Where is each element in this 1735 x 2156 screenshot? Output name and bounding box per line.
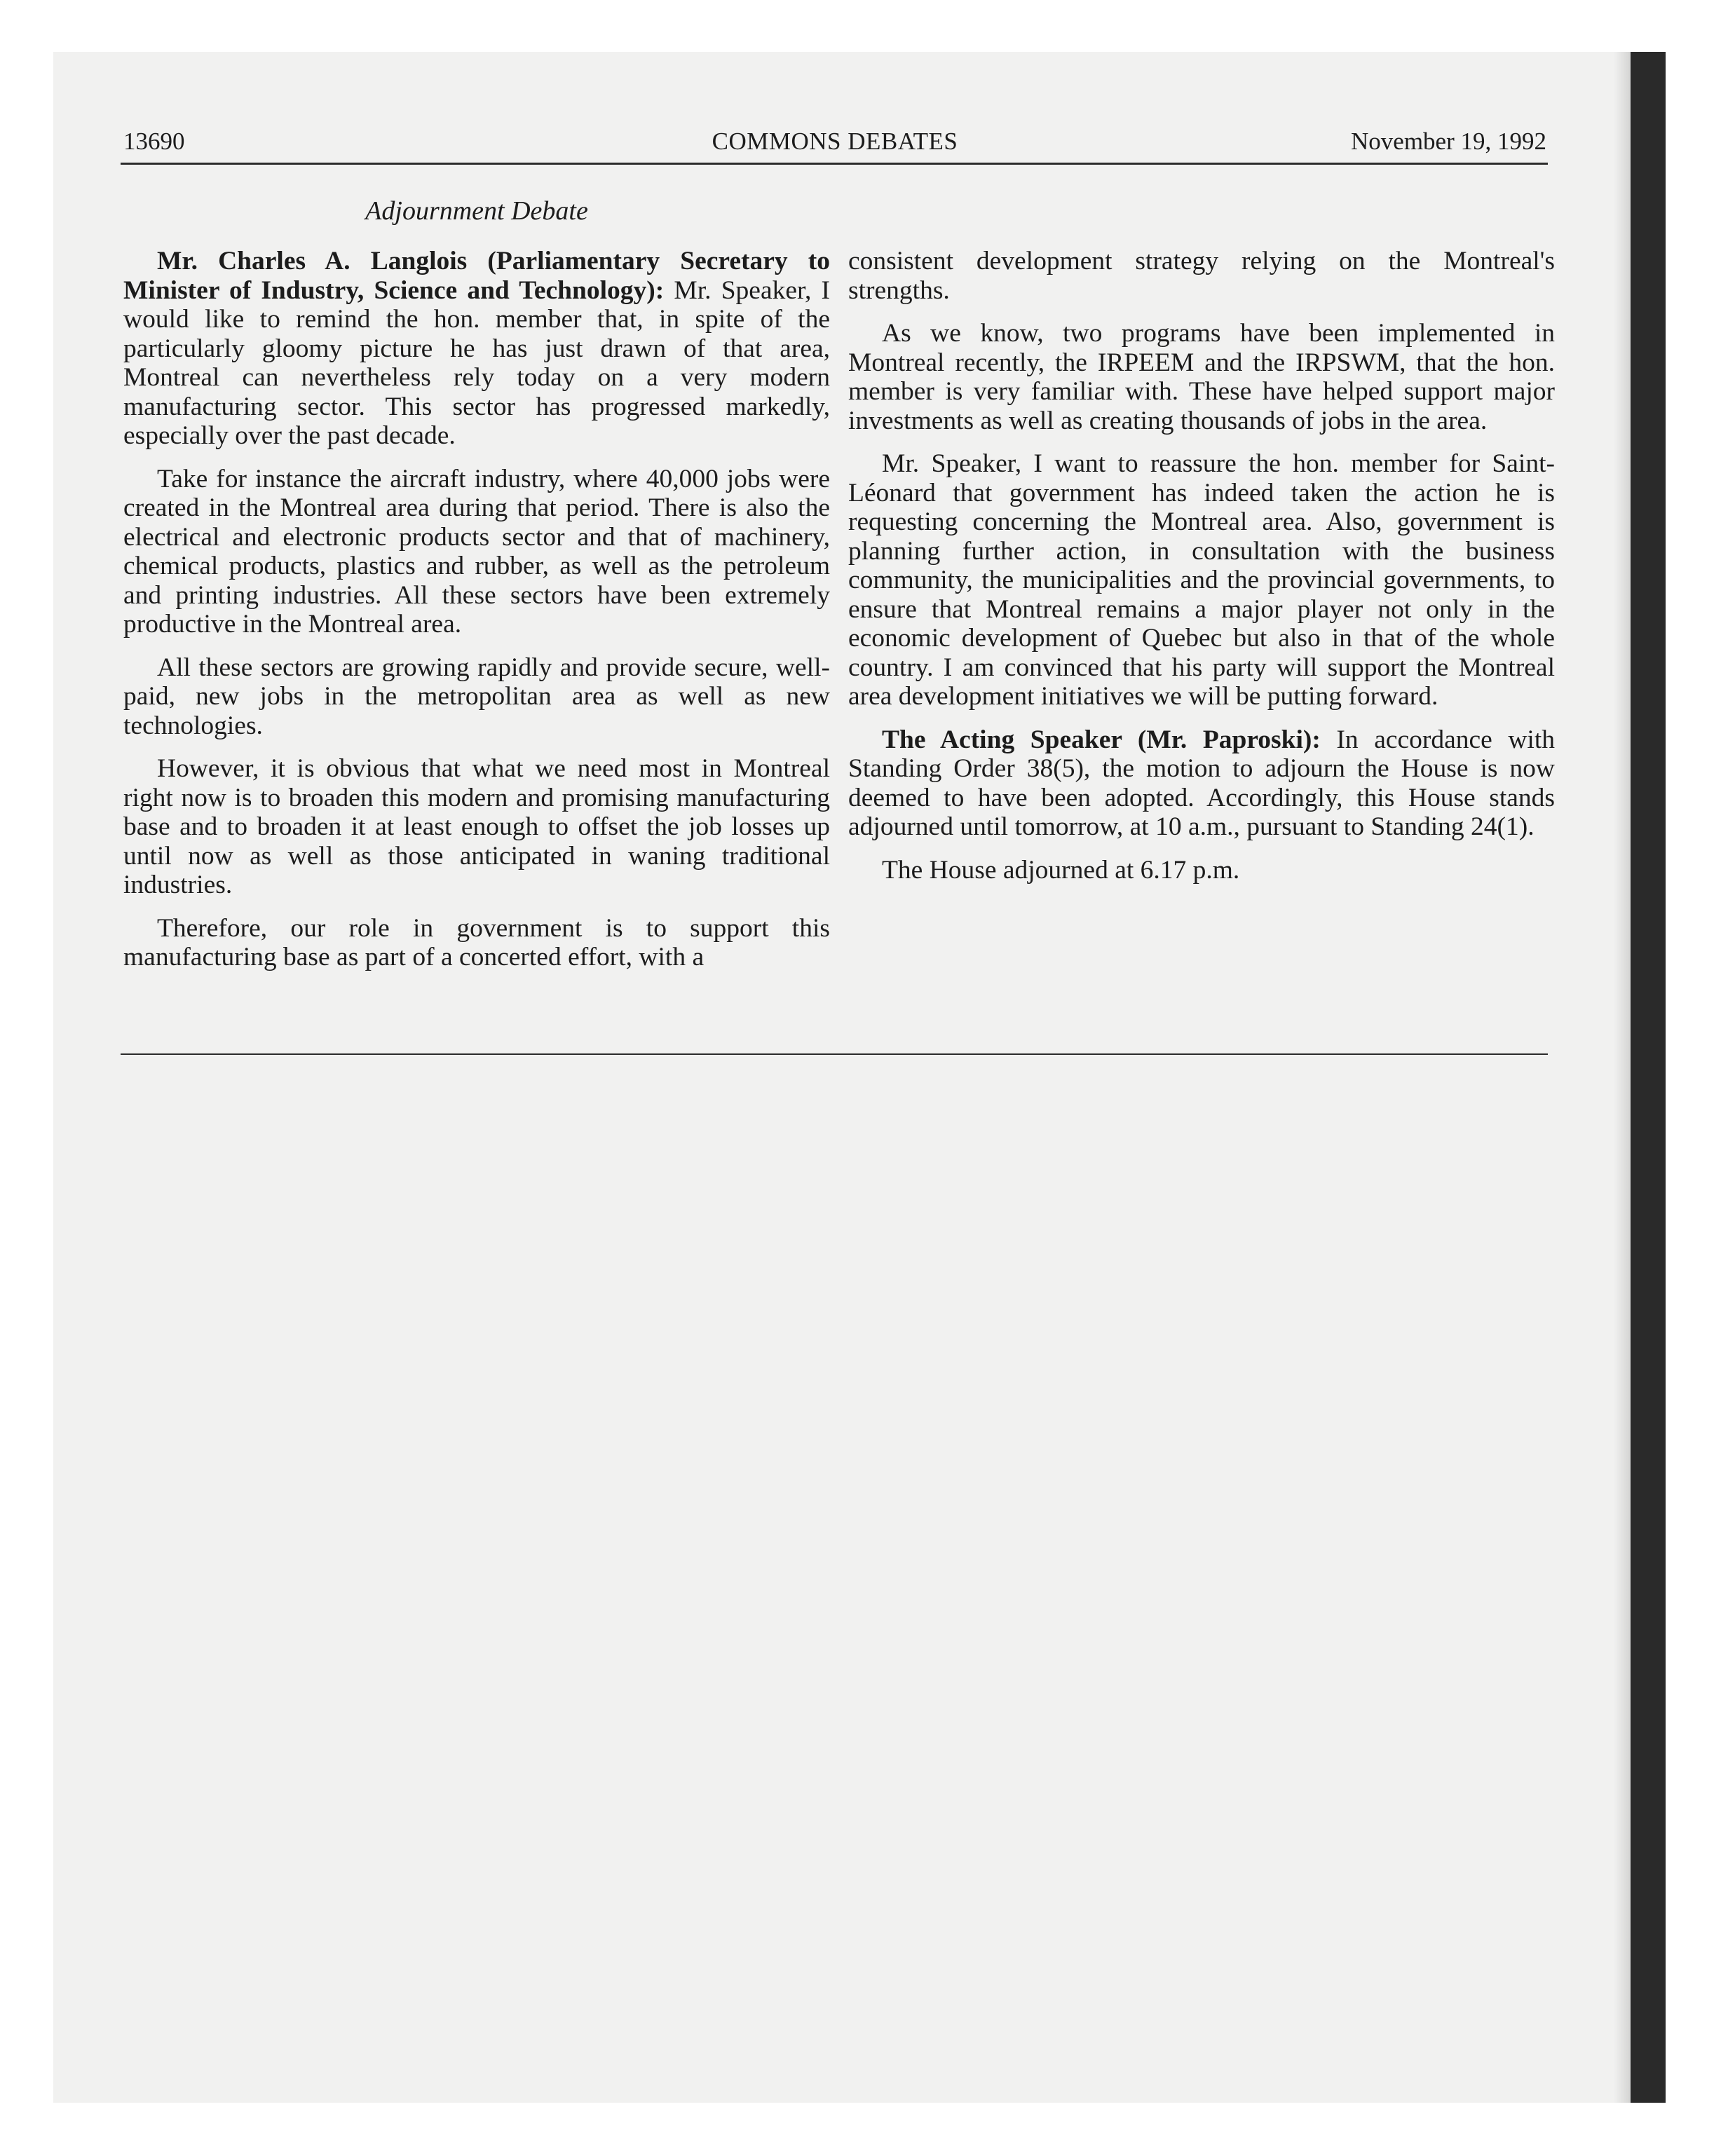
page-edge-shadow xyxy=(1614,52,1631,2103)
scanner-edge-bar xyxy=(1631,52,1666,2103)
publication-date: November 19, 1992 xyxy=(1351,128,1546,155)
paragraph xyxy=(123,247,830,451)
speaker-name: Mr. Charles A. Langlois (Parliamentary Secretary to Minister of Industry, Science and Technology): xyxy=(123,247,830,305)
header-rule xyxy=(121,163,1548,165)
speech-text: Mr. Speaker, I would like to remind the hon. member that, in spite of the particularly gloomy picture he has just drawn of that area, Montreal can nevertheless rely today on a very modern manufacturing sector. This sector has progressed markedly, especially over the past decade. xyxy=(123,275,830,450)
speech-text: In accordance with Standing Order 38(5), the motion to adjourn the House is now deemed to have been adopted. Accordingly, this House stands adjourned until tomorrow, at 10 a.m., pursuant to Standing 24(1). xyxy=(848,725,1555,841)
paragraph: Take for instance the aircraft industry, where 40,000 jobs were created in the Montreal area during that period. There is also the electrical and electronic products sector and that of machinery, chemical products, plastics and rubber, as well as the petroleum and printing industries. All these sectors have been extremely productive in the Montreal area. xyxy=(123,464,830,639)
paragraph: As we know, two programs have been implemented in Montreal recently, the IRPEEM and the IRPSWM, that the hon. member is very familiar with. These have helped support major investments as well as creating thousands of jobs in the area. xyxy=(848,319,1555,435)
footer-rule xyxy=(121,1053,1548,1055)
paragraph: Mr. Speaker, I want to reassure the hon. member for Saint-Léonard that government has indeed taken the action he is requesting concerning the Montreal area. Also, government is planning further action, in consultation with the business community, the municipalities and the provincial governments, to ensure that Montreal remains a major player not only in the economic development of Quebec but also in that of the whole country. I am convinced that his party will support the Montreal area development initiatives we will be putting forward. xyxy=(848,449,1555,711)
left-column xyxy=(123,247,830,986)
right-column xyxy=(848,247,1555,899)
page-header xyxy=(123,123,1546,160)
paragraph xyxy=(848,725,1555,842)
paragraph: The House adjourned at 6.17 p.m. xyxy=(882,855,1240,885)
section-heading: Adjournment Debate xyxy=(365,196,588,226)
publication-title: COMMONS DEBATES xyxy=(712,128,958,155)
paragraph: consistent development strategy relying on the Montreal's strengths. xyxy=(848,247,1555,305)
speaker-name: The Acting Speaker (Mr. Paproski): xyxy=(882,725,1321,754)
page-number: 13690 xyxy=(123,128,185,155)
paragraph: However, it is obvious that what we need most in Montreal right now is to broaden this modern and promising manufacturing base and to broaden it at least enough to offset the job losses up until now as well as those anticipated in waning traditional industries. xyxy=(123,754,830,899)
paragraph: All these sectors are growing rapidly and provide secure, well-paid, new jobs in the metropolitan area as well as new technologies. xyxy=(123,653,830,740)
paragraph: Therefore, our role in government is to support this manufacturing base as part of a concerted effort, with a xyxy=(123,913,830,971)
